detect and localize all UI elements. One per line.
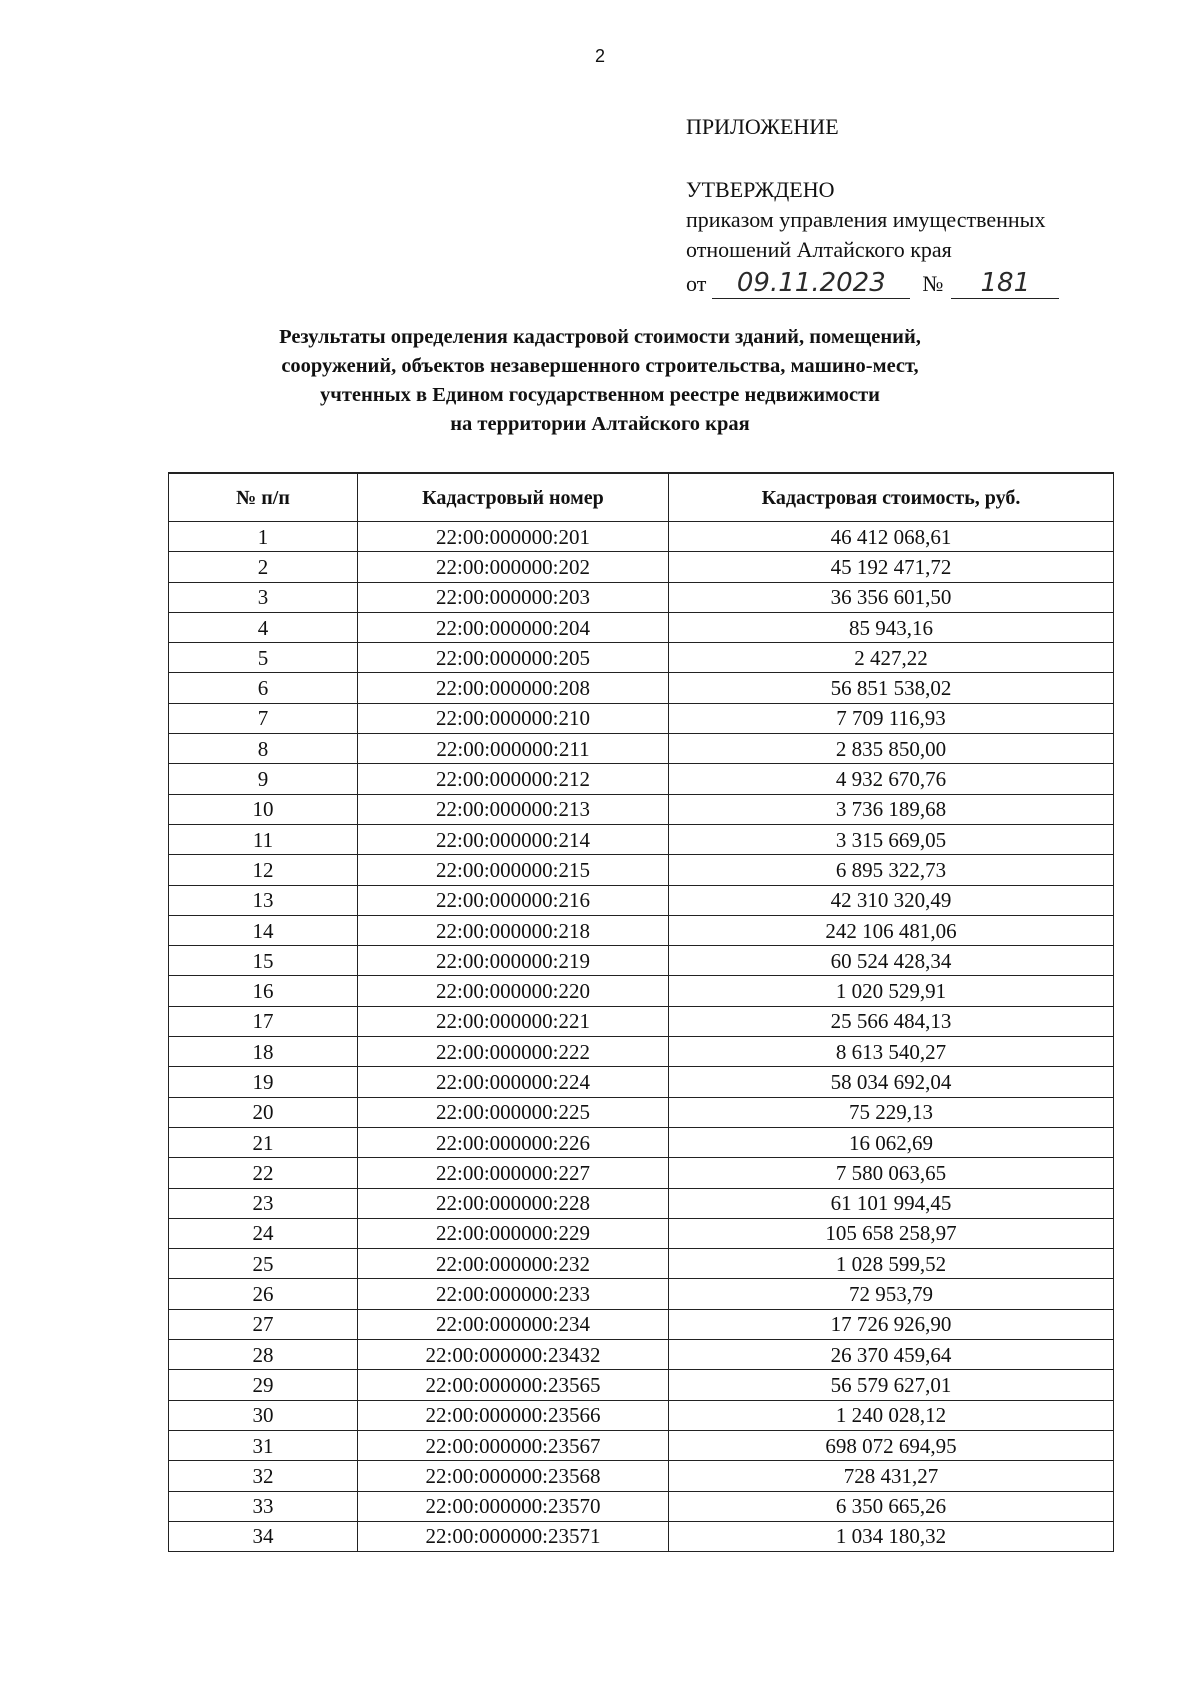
cadastral-number-cell: 22:00:000000:214: [358, 824, 669, 854]
title-line-1: Результаты определения кадастровой стоимости зданий, помещений,: [279, 326, 921, 348]
table-row: [169, 1249, 1114, 1279]
table-row: [169, 734, 1114, 764]
row-number-cell: 29: [169, 1370, 358, 1400]
table-row: [169, 1037, 1114, 1067]
cadastral-value-cell: 17 726 926,90: [669, 1309, 1114, 1339]
cadastral-value-cell: 242 106 481,06: [669, 915, 1114, 945]
table-row: [169, 643, 1114, 673]
row-number-cell: 11: [169, 824, 358, 854]
cadastral-value-cell: 7 709 116,93: [669, 703, 1114, 733]
cadastral-value-cell: 3 736 189,68: [669, 794, 1114, 824]
cadastral-number-cell: 22:00:000000:210: [358, 703, 669, 733]
row-number-cell: 25: [169, 1249, 358, 1279]
row-number-cell: 3: [169, 582, 358, 612]
cadastral-number-cell: 22:00:000000:202: [358, 552, 669, 582]
row-number-cell: 14: [169, 915, 358, 945]
table-row: [169, 582, 1114, 612]
cadastral-value-cell: 56 579 627,01: [669, 1370, 1114, 1400]
date-label: от: [686, 271, 707, 296]
cadastral-number-cell: 22:00:000000:212: [358, 764, 669, 794]
cadastral-number-cell: 22:00:000000:232: [358, 1249, 669, 1279]
table-row: [169, 915, 1114, 945]
row-number-cell: 1: [169, 522, 358, 552]
cadastral-number-cell: 22:00:000000:222: [358, 1037, 669, 1067]
title-line-4: на территории Алтайского края: [450, 413, 750, 435]
row-number-cell: 30: [169, 1400, 358, 1430]
row-number-cell: 28: [169, 1340, 358, 1370]
table-row: [169, 1309, 1114, 1339]
table-row: [169, 764, 1114, 794]
approval-number: 181: [951, 268, 1059, 299]
approved-label: УТВЕРЖДЕНО: [686, 177, 835, 202]
row-number-cell: 33: [169, 1491, 358, 1521]
cadastral-value-cell: 25 566 484,13: [669, 1006, 1114, 1036]
row-number-cell: 24: [169, 1218, 358, 1248]
cadastral-number-cell: 22:00:000000:23570: [358, 1491, 669, 1521]
cadastral-number-cell: 22:00:000000:208: [358, 673, 669, 703]
cadastral-value-cell: 6 895 322,73: [669, 855, 1114, 885]
table-row: [169, 1370, 1114, 1400]
table-row: [169, 1218, 1114, 1248]
cadastral-number-cell: 22:00:000000:211: [358, 734, 669, 764]
table-row: [169, 673, 1114, 703]
number-label: №: [922, 271, 944, 296]
table-row: [169, 855, 1114, 885]
table-body: [169, 522, 1114, 1552]
cadastral-value-cell: 72 953,79: [669, 1279, 1114, 1309]
table-row: [169, 552, 1114, 582]
cadastral-value-cell: 56 851 538,02: [669, 673, 1114, 703]
table-row: [169, 1279, 1114, 1309]
approval-date-number-line: [686, 268, 1059, 299]
table-row: [169, 1400, 1114, 1430]
cadastral-value-cell: 61 101 994,45: [669, 1188, 1114, 1218]
cadastral-number-cell: 22:00:000000:23432: [358, 1340, 669, 1370]
row-number-cell: 6: [169, 673, 358, 703]
table-row: [169, 976, 1114, 1006]
cadastral-value-cell: 3 315 669,05: [669, 824, 1114, 854]
table-row: [169, 1521, 1114, 1551]
row-number-cell: 20: [169, 1097, 358, 1127]
cadastral-value-cell: 58 034 692,04: [669, 1067, 1114, 1097]
appendix-label: ПРИЛОЖЕНИЕ: [686, 114, 839, 139]
row-number-cell: 7: [169, 703, 358, 733]
cadastral-value-cell: 1 020 529,91: [669, 976, 1114, 1006]
row-number-cell: 4: [169, 612, 358, 642]
cadastral-value-cell: 4 932 670,76: [669, 764, 1114, 794]
cadastral-value-cell: 60 524 428,34: [669, 946, 1114, 976]
row-number-cell: 27: [169, 1309, 358, 1339]
header-row-number: № п/п: [169, 473, 358, 522]
row-number-cell: 16: [169, 976, 358, 1006]
approval-authority-line: отношений Алтайского края: [686, 237, 952, 262]
approval-block: [686, 112, 1059, 299]
row-number-cell: 18: [169, 1037, 358, 1067]
cadastral-number-cell: 22:00:000000:218: [358, 915, 669, 945]
table-row: [169, 1097, 1114, 1127]
cadastral-value-cell: 7 580 063,65: [669, 1158, 1114, 1188]
cadastral-number-cell: 22:00:000000:201: [358, 522, 669, 552]
row-number-cell: 12: [169, 855, 358, 885]
table-row: [169, 1158, 1114, 1188]
cadastral-number-cell: 22:00:000000:23567: [358, 1430, 669, 1460]
header-cadastral-value: Кадастровая стоимость, руб.: [669, 473, 1114, 522]
cadastral-value-cell: 85 943,16: [669, 612, 1114, 642]
cadastral-value-cell: 1 028 599,52: [669, 1249, 1114, 1279]
row-number-cell: 8: [169, 734, 358, 764]
table-row: [169, 1188, 1114, 1218]
cadastral-number-cell: 22:00:000000:23568: [358, 1461, 669, 1491]
table-row: [169, 794, 1114, 824]
table-row: [169, 824, 1114, 854]
cadastral-value-cell: 728 431,27: [669, 1461, 1114, 1491]
cadastral-number-cell: 22:00:000000:215: [358, 855, 669, 885]
cadastral-number-cell: 22:00:000000:233: [358, 1279, 669, 1309]
cadastral-number-cell: 22:00:000000:204: [358, 612, 669, 642]
cadastral-number-cell: 22:00:000000:219: [358, 946, 669, 976]
cadastral-value-cell: 105 658 258,97: [669, 1218, 1114, 1248]
header-cadastral-number: Кадастровый номер: [358, 473, 669, 522]
cadastral-number-cell: 22:00:000000:229: [358, 1218, 669, 1248]
row-number-cell: 2: [169, 552, 358, 582]
row-number-cell: 17: [169, 1006, 358, 1036]
table-row: [169, 1006, 1114, 1036]
table-row: [169, 1491, 1114, 1521]
cadastral-value-cell: 698 072 694,95: [669, 1430, 1114, 1460]
row-number-cell: 10: [169, 794, 358, 824]
row-number-cell: 34: [169, 1521, 358, 1551]
row-number-cell: 5: [169, 643, 358, 673]
cadastral-number-cell: 22:00:000000:228: [358, 1188, 669, 1218]
row-number-cell: 22: [169, 1158, 358, 1188]
row-number-cell: 21: [169, 1127, 358, 1157]
cadastral-number-cell: 22:00:000000:23571: [358, 1521, 669, 1551]
cadastral-value-table: [168, 472, 1114, 1552]
row-number-cell: 13: [169, 885, 358, 915]
row-number-cell: 23: [169, 1188, 358, 1218]
cadastral-number-cell: 22:00:000000:234: [358, 1309, 669, 1339]
cadastral-value-cell: 2 835 850,00: [669, 734, 1114, 764]
table-header-row: [169, 473, 1114, 522]
cadastral-value-cell: 1 240 028,12: [669, 1400, 1114, 1430]
table-row: [169, 1461, 1114, 1491]
title-line-2: сооружений, объектов незавершенного строительства, машино-мест,: [281, 355, 919, 377]
cadastral-value-cell: 6 350 665,26: [669, 1491, 1114, 1521]
table-row: [169, 522, 1114, 552]
cadastral-value-cell: 75 229,13: [669, 1097, 1114, 1127]
cadastral-value-cell: 26 370 459,64: [669, 1340, 1114, 1370]
cadastral-number-cell: 22:00:000000:23566: [358, 1400, 669, 1430]
page-number: 2: [594, 46, 605, 66]
cadastral-number-cell: 22:00:000000:213: [358, 794, 669, 824]
cadastral-value-cell: 36 356 601,50: [669, 582, 1114, 612]
row-number-cell: 19: [169, 1067, 358, 1097]
cadastral-value-cell: 42 310 320,49: [669, 885, 1114, 915]
cadastral-number-cell: 22:00:000000:226: [358, 1127, 669, 1157]
row-number-cell: 31: [169, 1430, 358, 1460]
table-row: [169, 1430, 1114, 1460]
cadastral-value-cell: 1 034 180,32: [669, 1521, 1114, 1551]
table-row: [169, 946, 1114, 976]
cadastral-number-cell: 22:00:000000:227: [358, 1158, 669, 1188]
row-number-cell: 32: [169, 1461, 358, 1491]
table-row: [169, 1067, 1114, 1097]
cadastral-number-cell: 22:00:000000:23565: [358, 1370, 669, 1400]
cadastral-value-cell: 46 412 068,61: [669, 522, 1114, 552]
table-row: [169, 612, 1114, 642]
cadastral-value-cell: 45 192 471,72: [669, 552, 1114, 582]
cadastral-number-cell: 22:00:000000:216: [358, 885, 669, 915]
cadastral-number-cell: 22:00:000000:220: [358, 976, 669, 1006]
row-number-cell: 26: [169, 1279, 358, 1309]
cadastral-value-cell: 8 613 540,27: [669, 1037, 1114, 1067]
document-title: [180, 323, 1020, 439]
cadastral-number-cell: 22:00:000000:221: [358, 1006, 669, 1036]
cadastral-number-cell: 22:00:000000:205: [358, 643, 669, 673]
approval-date: 09.11.2023: [712, 268, 910, 299]
table-row: [169, 885, 1114, 915]
table-row: [169, 1127, 1114, 1157]
table-row: [169, 703, 1114, 733]
table-row: [169, 1340, 1114, 1370]
approval-order-line: приказом управления имущественных: [686, 207, 1046, 232]
row-number-cell: 15: [169, 946, 358, 976]
cadastral-value-cell: 2 427,22: [669, 643, 1114, 673]
row-number-cell: 9: [169, 764, 358, 794]
title-line-3: учтенных в Едином государственном реестре недвижимости: [320, 384, 880, 406]
cadastral-number-cell: 22:00:000000:224: [358, 1067, 669, 1097]
cadastral-number-cell: 22:00:000000:225: [358, 1097, 669, 1127]
cadastral-number-cell: 22:00:000000:203: [358, 582, 669, 612]
cadastral-value-cell: 16 062,69: [669, 1127, 1114, 1157]
